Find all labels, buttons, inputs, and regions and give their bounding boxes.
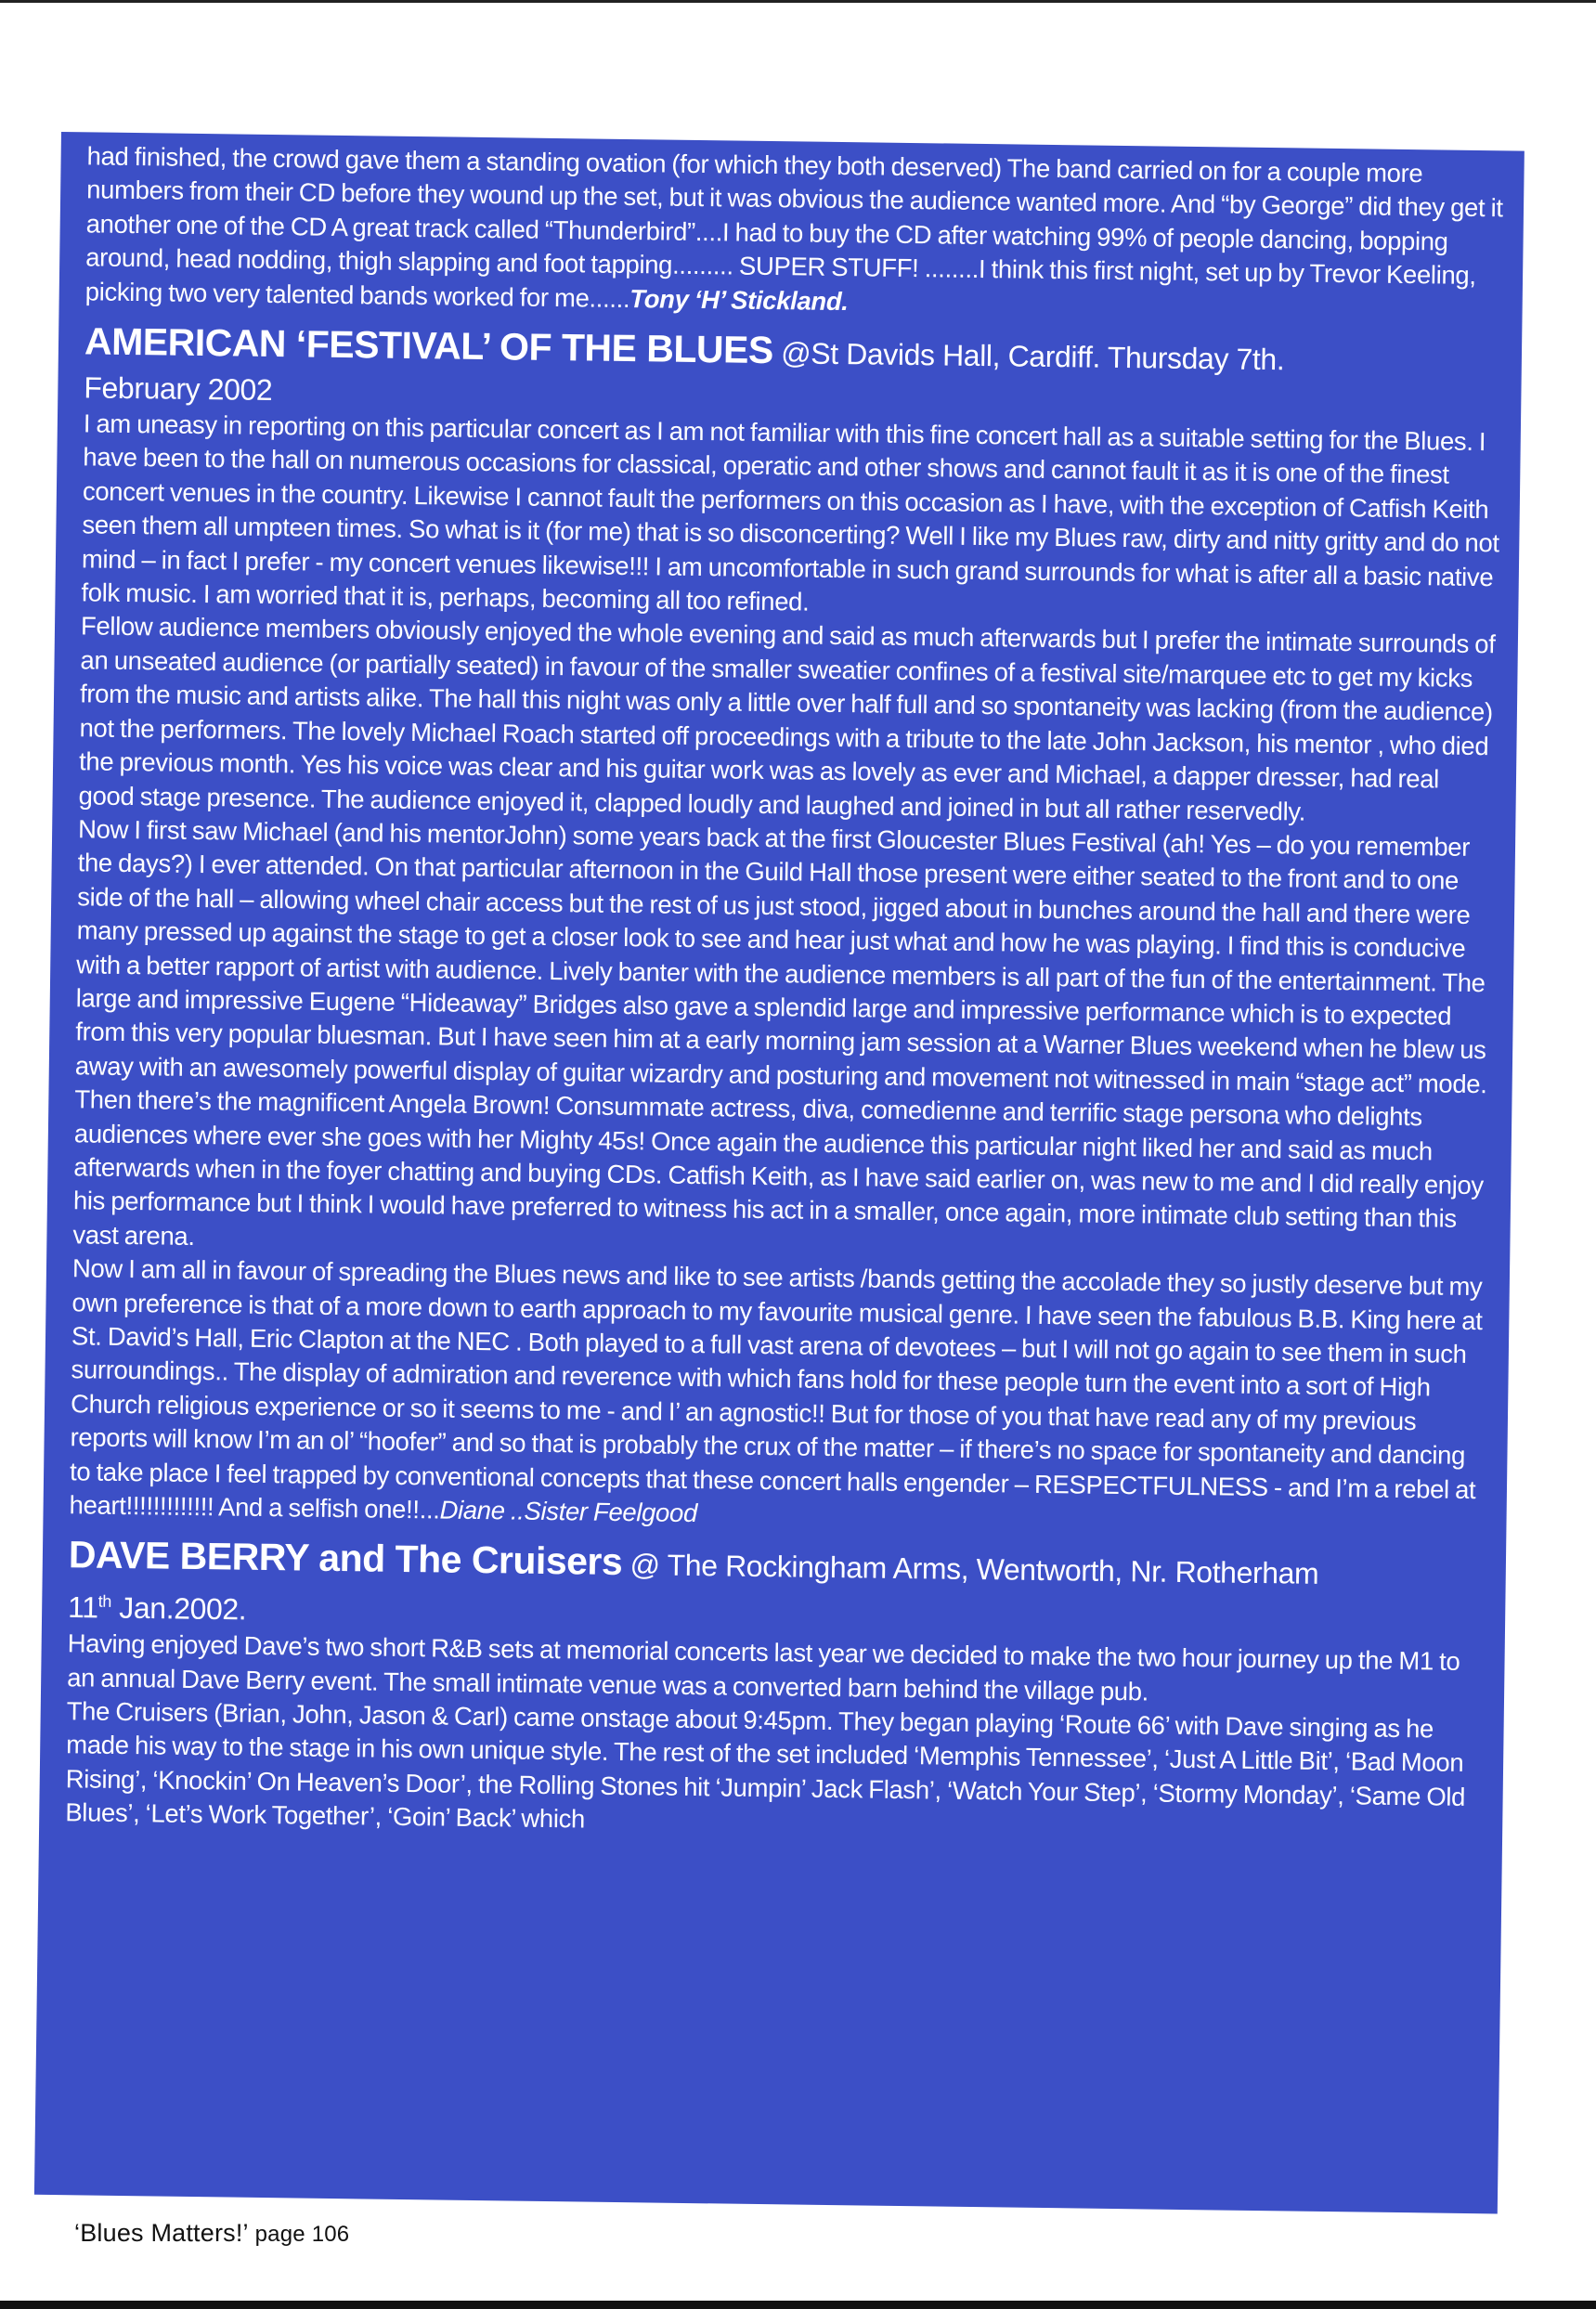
date-rest: Jan.2002. (110, 1590, 247, 1627)
date-suffix: th (97, 1592, 112, 1612)
section-venue: @St Davids Hall, Cardiff. Thursday 7th. (772, 336, 1285, 377)
article-paragraph: I am uneasy in reporting on this particular concert as I am not familiar with this fine concert hall as a suitable setting for the Blues. I have been to the hall on numerous occasions for classical, operatic and other shows and cannot fault it as it is one of the finest concert venues in the country. Likewise I cannot fault the performers on this occasion as I have, with the exception of Catfish Keith seen them all umpteen times. So what is it (for me) that is so disconcerting? Well I like my Blues raw, dirty and nitty gritty and do not mind – in fact I prefer - my concert venues likewise!!! I am uncomfortable in such grand surrounds for what is after all a basic native folk music. I am worried that it is, perhaps, becoming all too refined. (81, 409, 1499, 616)
article-paragraph: Now I first saw Michael (and his mentorJohn) some years back at the first Gloucester Blues Festival (ah! Yes – do you remember the days?) I ever attended. On that particular afternoon in the Guild Hall those present were either seated to the front and to one side of the hall – allowing wheel chair access but the rest of us just stood, jigged about in bunches around the hall and there were many pressed up against the stage to get a closer look to see and hear just what and how he was playing. I find this is conducive with a better rapport of artist with audience. Lively banter with the audience members is all part of the fun of the entertainment. The large and impressive Eugene “Hideaway” Bridges also gave a splendid large and impressive performance which is to expected from this very popular bluesman. But I have seen him at a early morning jam session at a Warner Blues weekend when he blew us away with an awesomely powerful display of guitar wizardry and posturing and movement not witnessed in main “stage act” mode. Then there’s the magnificent Angela Brown! Consummate actress, diva, comedienne and terrific stage persona who delights audiences where ever she goes with her Mighty 45s! Once again the audience this particular night liked her and said as much afterwards when in the foyer chatting and buying CDs. Catfish Keith, as I have said earlier on, was new to me and I did really enjoy his performance but I think I would have preferred to witness his act in a smaller, once again, more intimate club setting than this vast arena. (72, 814, 1487, 1251)
article-paragraph-text: Now I am all in favour of spreading the Blues news and like to see artists /bands getting the accolade they so justly deserve but my own preference is that of a more down to earth approach to my favourite musical genre. I have seen the fabulous B.B. King here at St. David’s Hall, Eric Clapton at the NEC . Both played to a full vast arena of devotees – but I will not go again to see them in such surroundings.. The display of admiration and reverence with which fans hold for these people turn the event into a sort of High Church religious experience or so it seems to me - and I’ an agnostic!! But for those of you that have read any of my previous reports will know I’m an ol’ “hoofer” and so that is probably the crux of the matter – if there’s no space for spontaneity and dancing to take place I feel trapped by conventional concepts that these concert halls engender – RESPECTFULNESS - and I’m a rebel at heart!!!!!!!!!!!!! And a selfish one!!... (69, 1253, 1483, 1524)
article-paragraph: Having enjoyed Dave’s two short R&B sets at memorial concerts last year we decided to make the two hour journey up the M1 to an annual Dave Berry event. The small intimate venue was a converted barn behind the village pub. (67, 1628, 1460, 1706)
page-footer (74, 2219, 349, 2248)
magazine-name: ‘Blues Matters!’ (74, 2219, 249, 2247)
bottom-border-line (0, 2301, 1596, 2309)
article-paragraph: The Cruisers (Brian, John, Jason & Carl) came onstage about 9:45pm. They began playing ‘Route 66’ with Dave singing as he made his way to the stage in his own unique style. The rest of the set included ‘Memphis Tennessee’, ‘Just A Little Bit’, ‘Bad Moon Rising’, ‘Knockin’ On Heaven’s Door’, the Rolling Stones hit ‘Jumpin’ Jack Flash’, ‘Watch Your Step’, ‘Stormy Monday’, ‘Same Old Blues’, ‘Let’s Work Together’, ‘Goin’ Back’ which (65, 1696, 1466, 1834)
date-day: 11 (67, 1590, 98, 1625)
review-signature: Tony ‘H’ Stickland. (629, 283, 849, 316)
section-venue: @ The Rockingham Arms, Wentworth, Nr. Rotherham (621, 1548, 1319, 1591)
section-title: DAVE BERRY and The Cruisers (68, 1533, 623, 1584)
top-border-line (0, 0, 1596, 3)
review-continuation-text: had finished, the crowd gave them a standing ovation (for which they both deserved) The band carried on for a couple more numbers from their CD before they wound up the set, but it was obvious the audience wanted more. And “by George” did they get it another one of the CD A great track called “Thunderbird”....I had to buy the CD after watching 99% of people dancing, bopping around, head nodding, thigh slapping and foot tapping......... SUPER STUFF! ........I think this first night, set up by Trevor Keeling, picking two very talented bands worked for me...... (84, 141, 1503, 313)
article-panel (34, 132, 1525, 2213)
section-title: AMERICAN ‘FESTIVAL’ OF THE BLUES (84, 319, 774, 372)
article-paragraph-last (69, 1252, 1491, 1540)
article-paragraph: Fellow audience members obviously enjoyed the whole evening and said as much afterwards but I prefer the intimate surrounds of an unseated audience (or partially seated) in favour of the smaller sweatier confines of a festival site/marquee etc to get my kicks from the music and artists alike. The hall this night was only a little over half full and so spontaneity was lacking (from the audience) not the performers. The lovely Michael Roach started off proceedings with a tribute to the late John Jackson, his mentor , who died the previous month. Yes his voice was clear and his guitar work was as lovely as ever and Michael, a dapper dresser, had real good stage presence. The audience enjoyed it, clapped loudly and laughed and joined in but all rather reservedly. (78, 611, 1496, 826)
review-continuation (85, 139, 1506, 327)
section-date: February 2002 (84, 370, 273, 408)
article-signature: Diane ..Sister Feelgood (439, 1495, 698, 1528)
page-number: page 106 (248, 2222, 350, 2247)
